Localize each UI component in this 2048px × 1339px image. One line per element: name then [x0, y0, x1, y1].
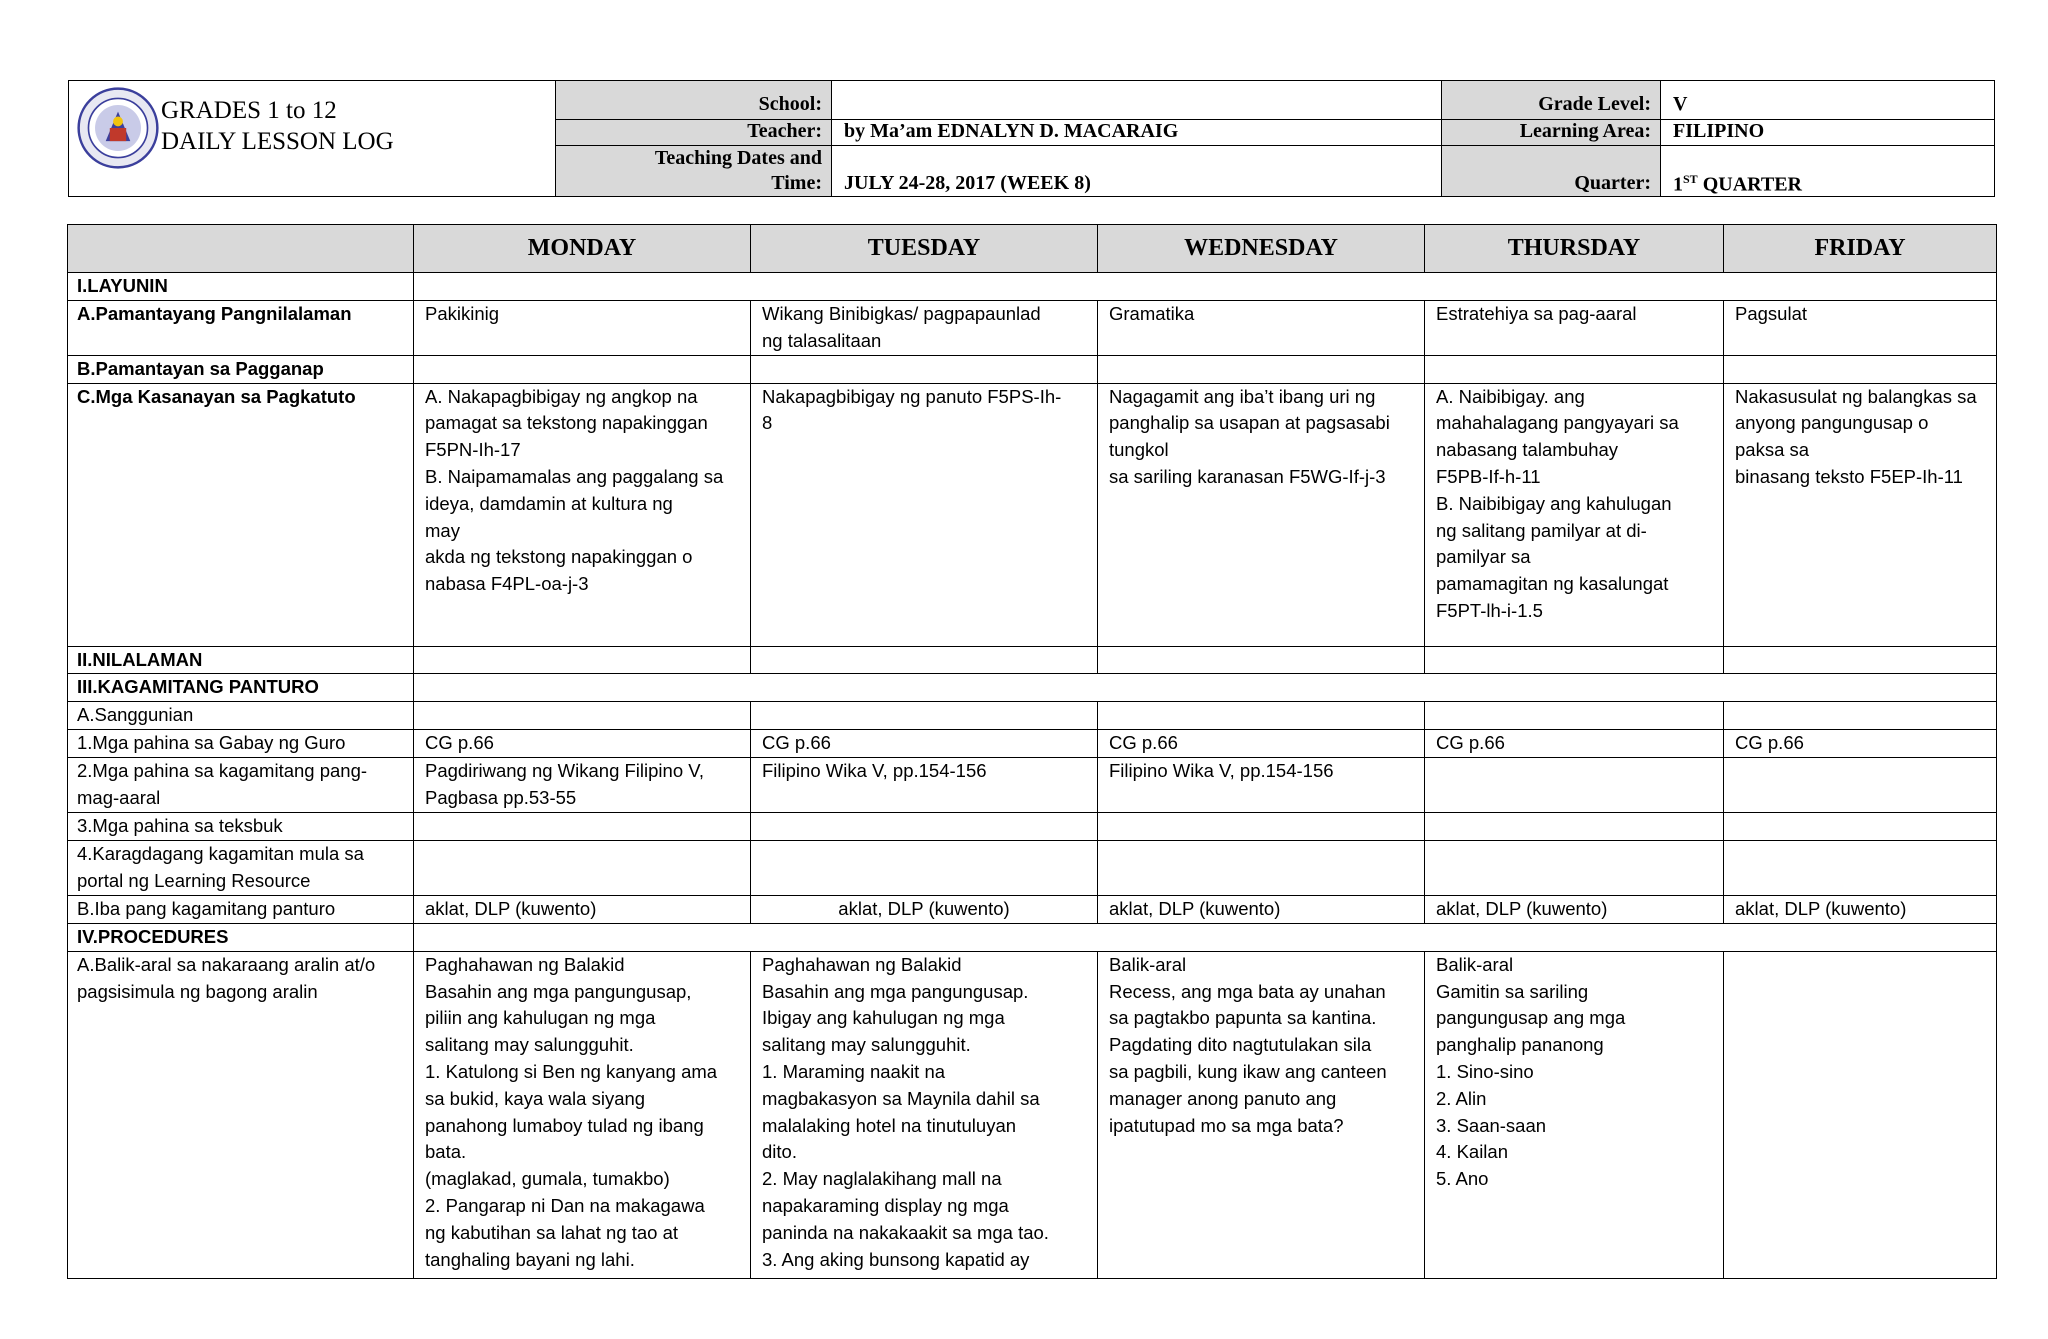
cell-friday: Nakasusulat ng balangkas sa anyong pangungusap o paksa sa binasang teksto F5EP-Ih-11 [1724, 383, 1997, 646]
empty-cell [414, 923, 1997, 951]
empty-cell [1098, 355, 1425, 383]
cell-tuesday: CG p.66 [751, 729, 1098, 757]
corner-cell [68, 225, 414, 273]
empty-cell [751, 702, 1098, 730]
empty-cell [414, 674, 1997, 702]
cell-thursday: Balik-aral Gamitin sa sariling pangungusap ang mga panghalip pananong 1. Sino-sino 2. Alin 3. Saan-saan 4. Kailan 5. Ano [1425, 951, 1724, 1278]
cell-wednesday: Balik-aral Recess, ang mga bata ay unahan sa pagtakbo papunta sa kantina. Pagdating dito nagtutulakan sila sa pagbili, kung ikaw ang canteen manager anong panuto ang ipatutupad mo sa mga bata? [1098, 951, 1425, 1278]
cell-thursday: CG p.66 [1425, 729, 1724, 757]
day-tuesday: TUESDAY [751, 225, 1098, 273]
cell-tuesday: Nakapagbibigay ng panuto F5PS-Ih- 8 [751, 383, 1098, 646]
learning-area-value: FILIPINO [1673, 120, 1765, 142]
row-pamantayang-pangnilalaman [68, 300, 1997, 355]
empty-cell [414, 355, 751, 383]
empty-cell [1098, 702, 1425, 730]
section-kagamitang-panturo: III.KAGAMITANG PANTURO [68, 674, 414, 702]
cell-friday: CG p.66 [1724, 729, 1997, 757]
quarter-value: 1ST QUARTER [1673, 172, 1802, 196]
day-monday: MONDAY [414, 225, 751, 273]
row-nilalaman [68, 646, 1997, 674]
log-title-line2: DAILY LESSON LOG [161, 128, 394, 155]
cell-tuesday: aklat, DLP (kuwento) [751, 895, 1098, 923]
row-teksbuk [68, 812, 1997, 840]
cell-friday [1724, 757, 1997, 812]
cell-friday: Pagsulat [1724, 300, 1997, 355]
empty-cell [414, 840, 751, 895]
cell-thursday: aklat, DLP (kuwento) [1425, 895, 1724, 923]
empty-cell [1425, 355, 1724, 383]
section-layunin: I.LAYUNIN [68, 273, 414, 301]
row-label: 4.Karagdagang kagamitan mula sa portal ng Learning Resource [68, 840, 414, 895]
empty-cell [1724, 812, 1997, 840]
row-layunin [68, 273, 1997, 301]
empty-cell [1098, 840, 1425, 895]
cell-wednesday: Nagagamit ang iba’t ibang uri ng panghalip sa usapan at pagsasabi tungkol sa sariling karanasan F5WG-If-j-3 [1098, 383, 1425, 646]
quarter-label: Quarter: [1574, 172, 1651, 194]
empty-cell [1724, 840, 1997, 895]
cell-tuesday: Filipino Wika V, pp.154-156 [751, 757, 1098, 812]
row-kagamitang-panturo [68, 674, 1997, 702]
log-title-line1: GRADES 1 to 12 [161, 97, 337, 124]
grade-level-label: Grade Level: [1538, 93, 1651, 115]
empty-cell [1425, 646, 1724, 674]
row-label: 2.Mga pahina sa kagamitang pang- mag-aaral [68, 757, 414, 812]
cell-wednesday: Filipino Wika V, pp.154-156 [1098, 757, 1425, 812]
cell-wednesday: aklat, DLP (kuwento) [1098, 895, 1425, 923]
cell-wednesday: CG p.66 [1098, 729, 1425, 757]
lesson-log-table [67, 224, 1997, 1279]
empty-cell [1724, 646, 1997, 674]
row-label: 3.Mga pahina sa teksbuk [68, 812, 414, 840]
school-label: School: [758, 93, 822, 115]
cell-monday: Paghahawan ng Balakid Basahin ang mga pangungusap, piliin ang kahulugan ng mga salitang may salungguhit. 1. Katulong si Ben ng kanyang ama sa bukid, kaya wala siyang panahong lumaboy tulad ng ibang bata. (maglakad, gumala, tumakbo) 2. Pangarap ni Dan na makagawa ng kabutihan sa lahat ng tao at tanghaling bayani ng lahi. [414, 951, 751, 1278]
cell-friday [1724, 951, 1997, 1278]
row-label: B.Pamantayan sa Pagganap [68, 355, 414, 383]
row-sanggunian [68, 702, 1997, 730]
grade-level-value: V [1673, 93, 1688, 115]
empty-cell [414, 646, 751, 674]
day-thursday: THURSDAY [1425, 225, 1724, 273]
empty-cell [1724, 355, 1997, 383]
empty-cell [1425, 812, 1724, 840]
empty-cell [1425, 840, 1724, 895]
teacher-label: Teacher: [747, 120, 822, 142]
empty-cell [751, 646, 1098, 674]
row-label: A.Balik-aral sa nakaraang aralin at/o pagsisimula ng bagong aralin [68, 951, 414, 1278]
day-friday: FRIDAY [1724, 225, 1997, 273]
cell-thursday: A. Naibibigay. ang mahahalagang pangyayari sa nabasang talambuhay F5PB-If-h-11 B. Naibibigay ang kahulugan ng salitang pamilyar at di- pamilyar sa pamamagitan ng kasalungat F5PT-lh-i-1.5 [1425, 383, 1724, 646]
row-pamantayan-pagganap [68, 355, 1997, 383]
cell-thursday [1425, 757, 1724, 812]
teacher-value: by Ma’am EDNALYN D. MACARAIG [844, 120, 1179, 142]
row-balik-aral [68, 951, 1997, 1278]
empty-cell [414, 702, 751, 730]
cell-thursday: Estratehiya sa pag-aaral [1425, 300, 1724, 355]
empty-cell [414, 273, 1997, 301]
learning-area-label: Learning Area: [1519, 120, 1651, 142]
section-procedures: IV.PROCEDURES [68, 923, 414, 951]
cell-monday: CG p.66 [414, 729, 751, 757]
row-label: A.Sanggunian [68, 702, 414, 730]
cell-tuesday: Wikang Binibigkas/ pagpapaunlad ng talasalitaan [751, 300, 1098, 355]
cell-monday: aklat, DLP (kuwento) [414, 895, 751, 923]
row-label: C.Mga Kasanayan sa Pagkatuto [68, 383, 414, 646]
row-karagdagang [68, 840, 1997, 895]
lesson-log-header [68, 80, 1995, 197]
row-iba-pang-kagamitan [68, 895, 1997, 923]
empty-cell [751, 355, 1098, 383]
empty-cell [1098, 812, 1425, 840]
row-kasanayan [68, 383, 1997, 646]
day-wednesday: WEDNESDAY [1098, 225, 1425, 273]
teaching-dates-label-line1: Teaching Dates and [654, 147, 822, 169]
empty-cell [751, 812, 1098, 840]
row-gabay-guro [68, 729, 1997, 757]
row-kagamitang-mag-aaral [68, 757, 1997, 812]
row-label: B.Iba pang kagamitang panturo [68, 895, 414, 923]
cell-monday: Pagdiriwang ng Wikang Filipino V, Pagbasa pp.53-55 [414, 757, 751, 812]
empty-cell [1724, 702, 1997, 730]
deped-seal-logo [77, 87, 159, 169]
empty-cell [751, 840, 1098, 895]
empty-cell [1098, 646, 1425, 674]
empty-cell [414, 812, 751, 840]
cell-friday: aklat, DLP (kuwento) [1724, 895, 1997, 923]
section-nilalaman: II.NILALAMAN [68, 646, 414, 674]
day-header-row [68, 225, 1997, 273]
cell-monday: Pakikinig [414, 300, 751, 355]
row-procedures [68, 923, 1997, 951]
row-label: A.Pamantayang Pangnilalaman [68, 300, 414, 355]
teaching-dates-label-line2: Time: [771, 172, 822, 194]
cell-wednesday: Gramatika [1098, 300, 1425, 355]
empty-cell [1425, 702, 1724, 730]
cell-monday: A. Nakapagbibigay ng angkop na pamagat sa tekstong napakinggan F5PN-Ih-17 B. Naipamamalas ang paggalang sa ideya, damdamin at kultura ng may akda ng tekstong napakinggan o nabasa F4PL-oa-j-3 [414, 383, 751, 646]
row-label: 1.Mga pahina sa Gabay ng Guro [68, 729, 414, 757]
teaching-dates-value: JULY 24-28, 2017 (WEEK 8) [844, 172, 1091, 194]
cell-tuesday: Paghahawan ng Balakid Basahin ang mga pangungusap. Ibigay ang kahulugan ng mga salitang may salungguhit. 1. Maraming naakit na magbakasyon sa Maynila dahil sa malalaking hotel na tinutuluyan dito. 2. May naglalakihang mall na napakaraming display ng mga paninda na nakakaakit sa mga tao. 3. Ang aking bunsong kapatid ay [751, 951, 1098, 1278]
